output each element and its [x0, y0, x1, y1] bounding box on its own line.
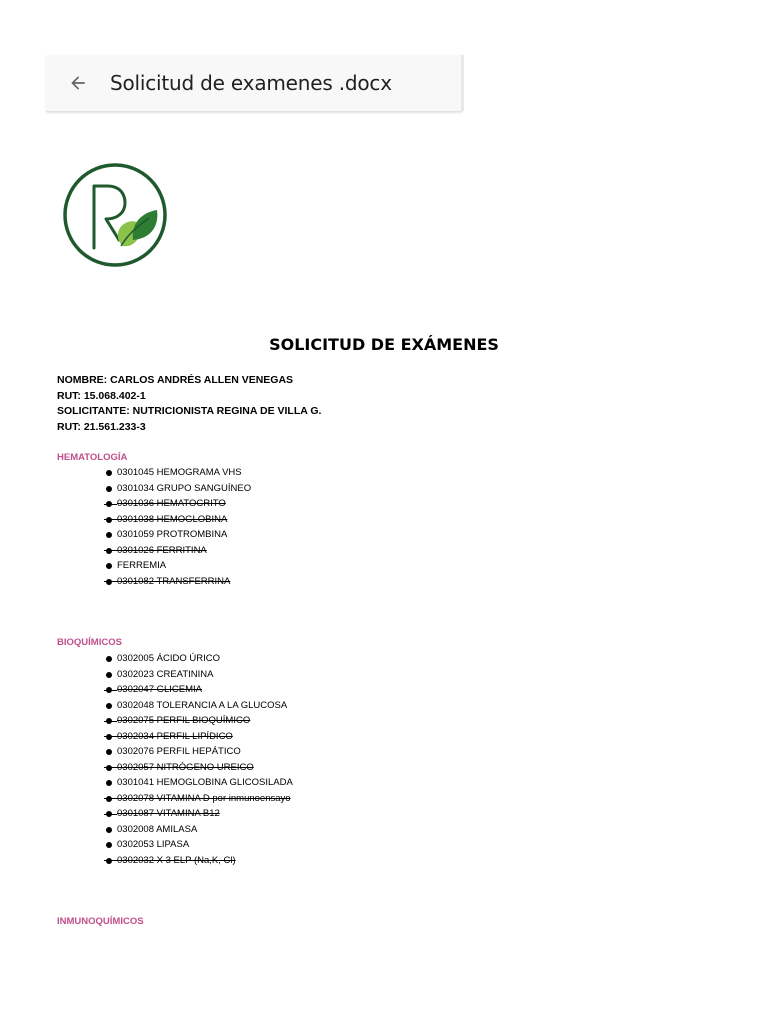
- list-item: [104, 481, 251, 497]
- exam-label: 0302032 X 3 ELP (Na,K, Cl): [117, 854, 236, 866]
- bullet-icon: [106, 656, 112, 662]
- bioquimicos-list: [104, 651, 293, 868]
- exam-label: 0302075 PERFIL BIOQUÍMICO: [117, 715, 251, 726]
- bullet-icon: [106, 486, 112, 492]
- back-button[interactable]: [58, 63, 98, 103]
- bullet-icon: [106, 842, 112, 848]
- bullet-icon: [106, 672, 112, 678]
- exam-label: 0301087 VITAMINA B12: [117, 808, 220, 819]
- list-item: [104, 713, 293, 729]
- requester-rut: RUT: 21.561.233-3: [57, 420, 146, 433]
- bullet-icon: [106, 827, 112, 833]
- list-item: [104, 760, 293, 776]
- section-title-inmunoquimicos: INMUNOQUÍMICOS: [57, 916, 144, 927]
- list-item: [104, 822, 293, 838]
- strike-line: [104, 721, 117, 722]
- bullet-icon: [106, 749, 112, 755]
- exam-label: 0301036 HEMATOCRITO: [117, 498, 226, 509]
- list-item: [104, 496, 251, 512]
- list-item: [104, 775, 293, 791]
- list-item: [104, 574, 251, 590]
- list-item: [104, 698, 293, 714]
- list-item: [104, 682, 293, 698]
- bullet-icon: [106, 703, 112, 709]
- strike-line: [104, 860, 117, 861]
- strike-line: [104, 690, 117, 691]
- list-item: [104, 791, 293, 807]
- toolbar-edge: [461, 55, 464, 111]
- bullet-icon: [106, 563, 112, 569]
- exam-label: 0301045 HEMOGRAMA VHS: [117, 467, 242, 478]
- hematologia-list: [104, 465, 251, 589]
- patient-name: NOMBRE: CARLOS ANDRÉS ALLEN VENEGAS: [57, 374, 294, 386]
- exam-label: 0301034 GRUPO SANGUÍNEO: [117, 482, 252, 494]
- list-item: [104, 806, 293, 822]
- requester: SOLICITANTE: NUTRICIONISTA REGINA DE VILLA G.: [57, 405, 322, 417]
- strike-line: [104, 798, 117, 799]
- exam-label: 0302048 TOLERANCIA A LA GLUCOSA: [117, 699, 288, 711]
- bullet-icon: [106, 532, 112, 538]
- exam-label: 0301041 HEMOGLOBINA GLICOSILADA: [117, 777, 293, 788]
- strike-line: [104, 519, 117, 520]
- bullet-icon: [106, 470, 112, 476]
- list-item: [104, 667, 293, 683]
- exam-label: 0301082 TRANSFERRINA: [117, 575, 231, 587]
- strike-line: [104, 767, 117, 768]
- document-title: Solicitud de examenes .docx: [110, 71, 392, 95]
- strike-line: [104, 814, 117, 815]
- strike-line: [104, 581, 117, 582]
- exam-label: 0302047 GLICEMIA: [117, 684, 203, 695]
- exam-label: 0302078 VITAMINA D por inmunoensayo: [117, 792, 291, 804]
- exam-label: 0302008 AMILASA: [117, 823, 198, 835]
- exam-label: 0301038 HEMOGLOBINA: [117, 513, 228, 525]
- section-title-hematologia: HEMATOLOGÍA: [57, 452, 128, 463]
- list-item: [104, 744, 293, 760]
- list-item: [104, 837, 293, 853]
- list-item: [104, 853, 293, 869]
- list-item: [104, 729, 293, 745]
- strike-line: [104, 736, 117, 737]
- exam-label: 0302076 PERFIL HEPÁTICO: [117, 746, 241, 757]
- logo: [61, 160, 169, 270]
- strike-line: [104, 504, 117, 505]
- list-item: [104, 512, 251, 528]
- exam-label: FERREMIA: [117, 560, 167, 571]
- list-item: [104, 527, 251, 543]
- exam-label: 0302034 PERFIL LIPÍDICO: [117, 730, 233, 742]
- list-item: [104, 558, 251, 574]
- list-item: [104, 651, 293, 667]
- patient-rut: RUT: 15.068.402-1: [57, 389, 146, 402]
- bullet-icon: [106, 780, 112, 786]
- exam-label: 0302053 LIPASA: [117, 839, 190, 850]
- exam-label: 0302057 NITRÓGENO UREICO: [117, 761, 254, 773]
- exam-label: 0302005 ÁCIDO ÚRICO: [117, 653, 220, 664]
- list-item: [104, 465, 251, 481]
- patient-info: [57, 373, 321, 435]
- exam-label: 0301059 PROTROMBINA: [117, 529, 228, 540]
- arrow-left-icon: [68, 73, 88, 93]
- strike-line: [104, 550, 117, 551]
- document-heading: SOLICITUD DE EXÁMENES: [269, 335, 499, 354]
- exam-label: 0301026 FERRITINA: [117, 544, 207, 556]
- document-toolbar: [46, 55, 462, 112]
- exam-label: 0302023 CREATININA: [117, 668, 214, 680]
- list-item: [104, 543, 251, 559]
- section-title-bioquimicos: BIOQUÍMICOS: [57, 637, 122, 648]
